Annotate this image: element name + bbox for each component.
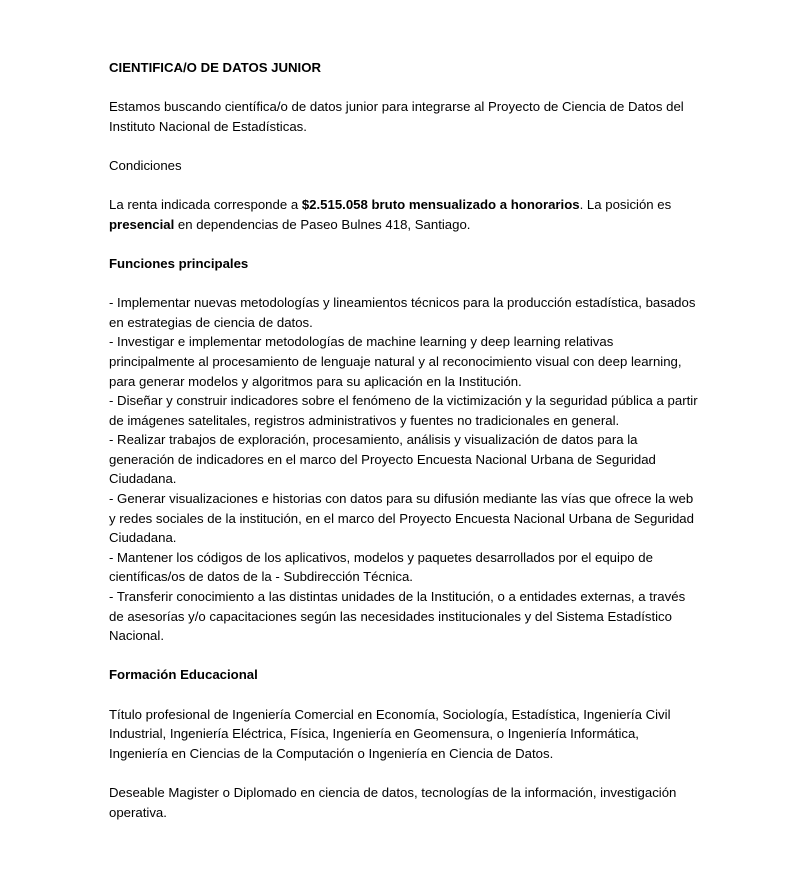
conditions-heading: Condiciones: [109, 157, 182, 173]
functions-list: [109, 293, 699, 646]
function-item: - Transferir conocimiento a las distintas unidades de la Institución, o a entidades externas, a través de asesorías y/o capacitaciones según las necesidades institucionales y del Sistema Estadístico Nacional.: [109, 589, 686, 644]
salary-amount: $2.515.058 bruto mensualizado a honorarios: [301, 197, 580, 213]
work-modality: presencial: [109, 216, 175, 232]
salary-paragraph: [109, 195, 699, 234]
function-item: - Generar visualizaciones e historias con datos para su difusión mediante las vías que ofrece la web y redes sociales de la institución, en el marco del Proyecto Encuesta Nacional Urbana de Seguridad Ciudadana.: [109, 491, 694, 546]
function-item: - Realizar trabajos de exploración, procesamiento, análisis y visualización de datos para la generación de indicadores en el marco del Proyecto Encuesta Nacional Urbana de Seguridad Ciudadana.: [109, 432, 656, 487]
education-heading: Formación Educacional: [109, 667, 258, 683]
function-item: - Investigar e implementar metodologías de machine learning y deep learning relativas principalmente al procesamiento de lenguaje natural y al reconocimiento visual con deep learning, para generar modelos y algoritmos para su aplicación en la Institución.: [109, 334, 682, 389]
document-body: [109, 58, 699, 842]
job-title: CIENTIFICA/O DE DATOS JUNIOR: [109, 60, 321, 75]
salary-suffix: en dependencias de Paseo Bulnes 418, Santiago.: [174, 216, 471, 232]
functions-heading: Funciones principales: [109, 255, 249, 271]
education-desirable: Deseable Magister o Diplomado en ciencia de datos, tecnologías de la información, investigación operativa.: [109, 784, 677, 820]
function-item: - Diseñar y construir indicadores sobre el fenómeno de la victimización y la seguridad pública a partir de imágenes satelitales, registros administrativos y fuentes no tradicionales en general.: [109, 393, 698, 428]
function-item: - Implementar nuevas metodologías y lineamientos técnicos para la producción estadística, basados en estrategias de ciencia de datos.: [109, 295, 696, 330]
function-item: - Mantener los códigos de los aplicativos, modelos y paquetes desarrollados por el equipo de científicas/os de datos de la - Subdirección Técnica.: [109, 549, 653, 585]
education-degree: Título profesional de Ingeniería Comercial en Economía, Sociología, Estadística, Ingeniería Civil Industrial, Ingeniería Eléctrica, Física, Ingeniería en Geomensura, o Ingeniería Informática, Ingeniería en Ciencias de la Computación o Ingeniería en Ciencia de Datos.: [109, 706, 671, 761]
salary-middle: . La posición es: [579, 197, 672, 213]
intro-paragraph: Estamos buscando científica/o de datos junior para integrarse al Proyecto de Ciencia de Datos del Instituto Nacional de Estadísticas.: [109, 99, 684, 134]
salary-prefix: La renta indicada corresponde a: [109, 197, 302, 213]
